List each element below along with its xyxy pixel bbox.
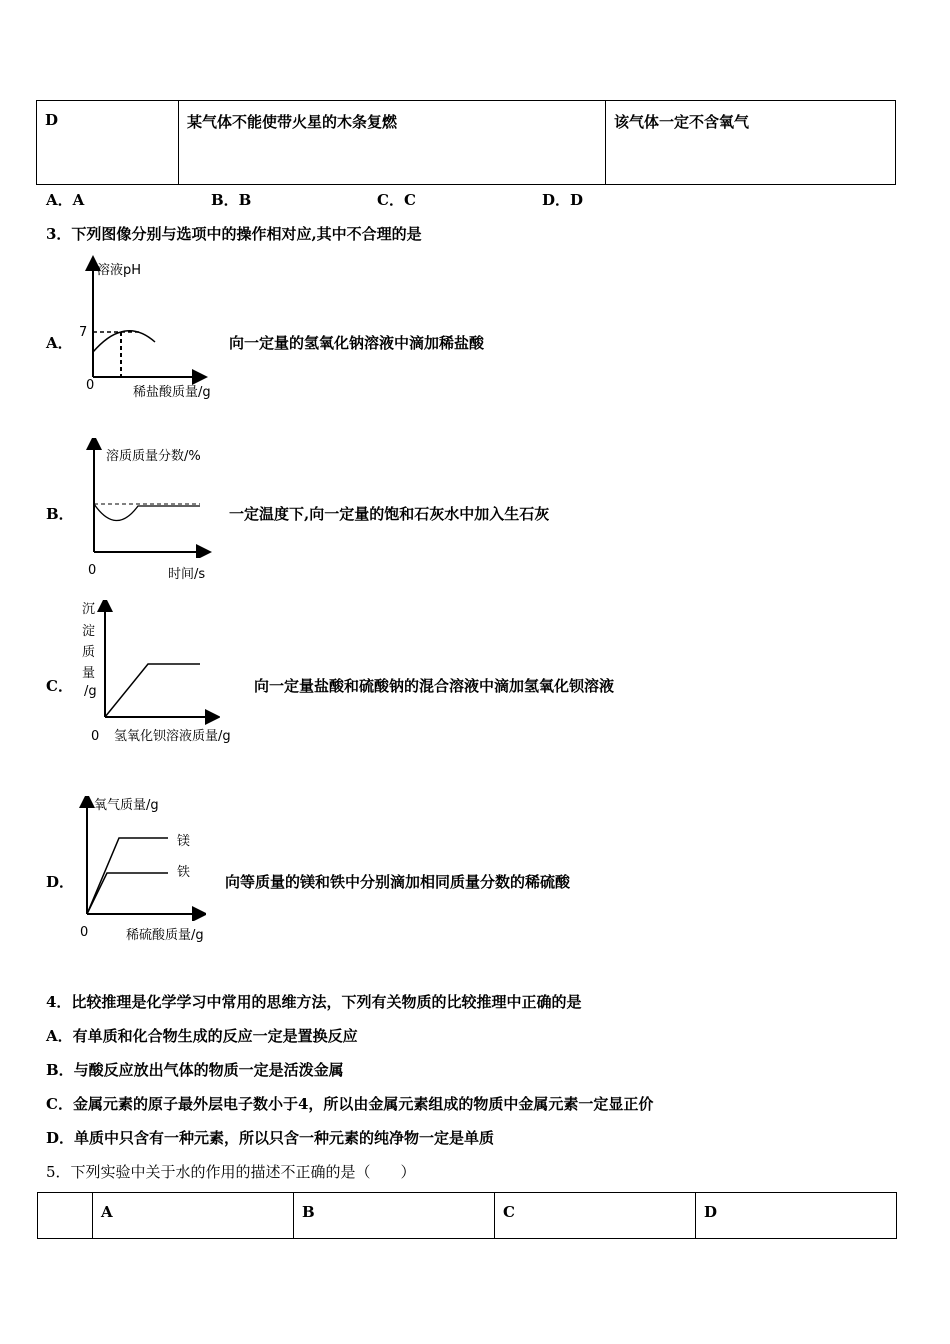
graph-d-series-fe: 铁	[177, 865, 191, 880]
ph-curve	[93, 331, 155, 352]
mass-fraction-curve	[94, 504, 200, 521]
graph-d-ylabel: 氧气质量/g	[94, 798, 159, 813]
q2-option-c: C．C	[377, 191, 416, 209]
q2-option-b: B．B	[211, 191, 252, 209]
top-table	[36, 100, 896, 185]
q3-option-a-letter: A．	[46, 334, 73, 352]
q2-option-d: D．D	[542, 191, 584, 209]
q3-option-b-desc: 一定温度下,向一定量的饱和石灰水中加入生石灰	[229, 505, 550, 523]
table-cell: D	[37, 101, 179, 185]
table-header-cell: B	[294, 1193, 495, 1239]
q3-option-c-desc: 向一定量盐酸和硫酸钠的混合溶液中滴加氢氧化钡溶液	[254, 677, 615, 695]
table-header-cell: C	[495, 1193, 696, 1239]
q3-option-d-letter: D．	[46, 873, 75, 891]
graph-b-origin: 0	[88, 563, 97, 578]
q4-option-b: B．与酸反应放出气体的物质一定是活泼金属	[46, 1061, 344, 1079]
graph-d-origin: 0	[80, 925, 89, 940]
q4-option-a: A．有单质和化合物生成的反应一定是置换反应	[46, 1027, 358, 1045]
q5-table	[37, 1192, 897, 1239]
table-row	[37, 101, 896, 185]
q4-stem: 4．比较推理是化学学习中常用的思维方法，下列有关物质的比较推理中正确的是	[46, 993, 582, 1011]
graph-d-xlabel: 稀硫酸质量/g	[126, 928, 204, 943]
graph-b-xlabel: 时间/s	[168, 567, 206, 582]
graph-c-ylabel-2: 淀	[82, 624, 96, 639]
graph-a-xlabel: 稀盐酸质量/g	[133, 385, 211, 400]
iron-line	[87, 873, 168, 914]
graph-c-ylabel-4: 量	[82, 666, 96, 681]
graph-d-series-mg: 镁	[177, 834, 191, 849]
graph-c	[95, 600, 220, 725]
q3-option-d-desc: 向等质量的镁和铁中分别滴加相同质量分数的稀硫酸	[225, 873, 571, 891]
table-header-cell: D	[696, 1193, 897, 1239]
graph-d	[76, 796, 206, 921]
q5-stem: 5．下列实验中关于水的作用的描述不正确的是（ ）	[46, 1163, 416, 1181]
q2-option-a: A．A	[46, 191, 85, 209]
graph-a-ytick: 7	[79, 325, 88, 340]
precipitate-curve	[105, 664, 200, 717]
magnesium-line	[87, 838, 168, 914]
q3-option-c-letter: C．	[46, 677, 73, 695]
graph-c-ylabel-5: /g	[84, 684, 97, 699]
q4-option-c: C．金属元素的原子最外层电子数小于4，所以由金属元素组成的物质中金属元素一定显正价	[46, 1095, 654, 1113]
graph-a-ylabel: 溶液pH	[97, 263, 142, 278]
table-header-cell	[38, 1193, 93, 1239]
graph-a-origin: 0	[86, 378, 95, 393]
graph-b-ylabel: 溶质质量分数/%	[106, 449, 201, 464]
q3-option-b-letter: B．	[46, 505, 74, 523]
graph-c-ylabel-3: 质	[82, 645, 96, 660]
graph-c-xlabel: 氢氧化钡溶液质量/g	[114, 729, 231, 744]
graph-c-origin: 0	[91, 729, 100, 744]
q3-option-a-desc: 向一定量的氢氧化钠溶液中滴加稀盐酸	[229, 334, 485, 352]
graph-c-ylabel-1: 沉	[82, 602, 96, 617]
table-cell: 某气体不能使带火星的木条复燃	[179, 101, 606, 185]
table-cell: 该气体一定不含氧气	[606, 101, 896, 185]
q3-stem: 3．下列图像分别与选项中的操作相对应,其中不合理的是	[46, 225, 422, 243]
q4-option-d: D．单质中只含有一种元素，所以只含一种元素的纯净物一定是单质	[46, 1129, 495, 1147]
table-row	[38, 1193, 897, 1239]
table-header-cell: A	[93, 1193, 294, 1239]
